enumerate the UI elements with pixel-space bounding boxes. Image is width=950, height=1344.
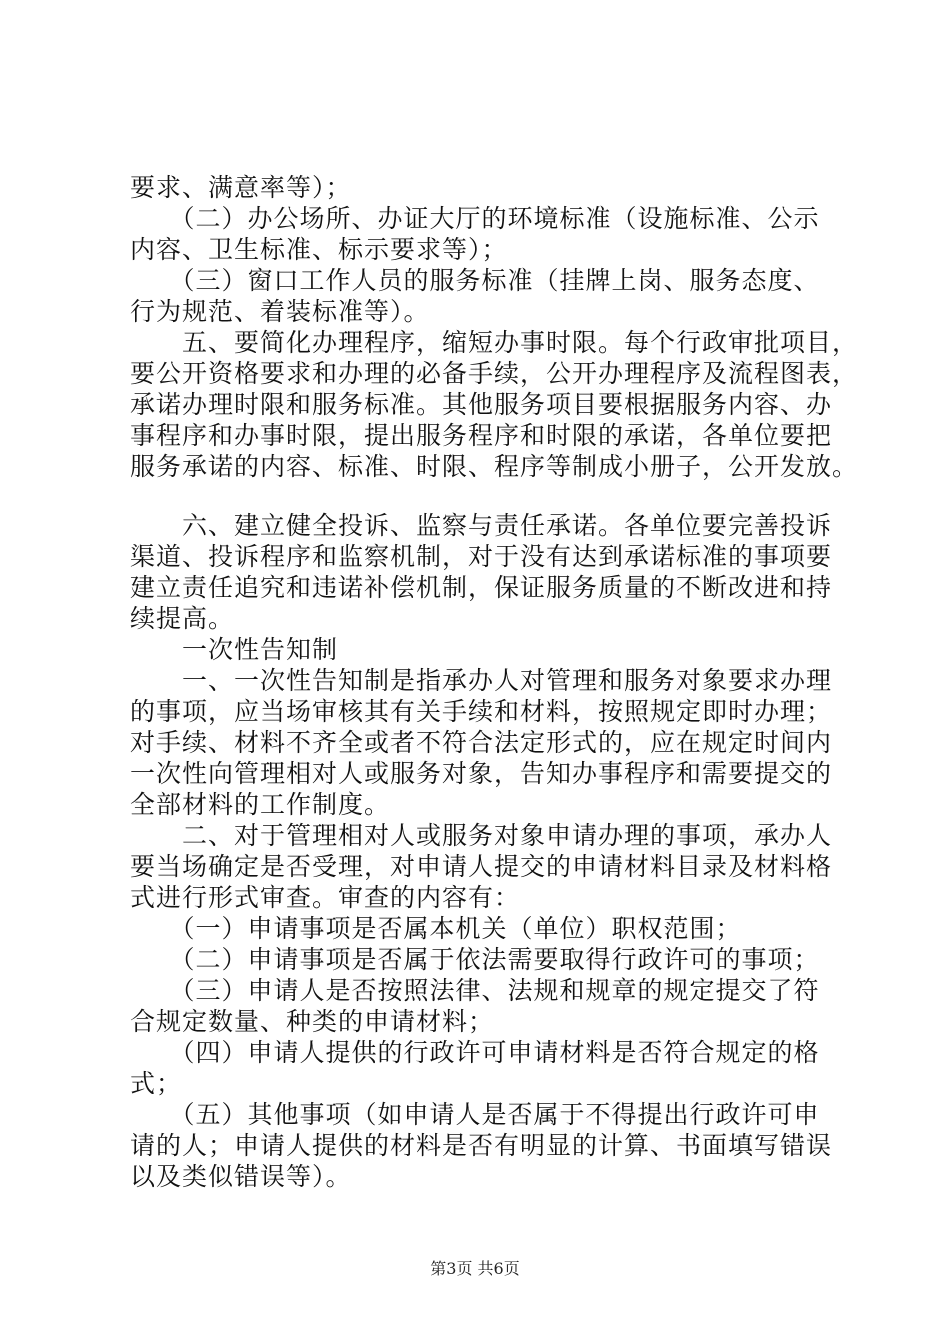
page-number-footer: 第3页 共6页 bbox=[430, 1259, 520, 1278]
text-line: 以及类似错误等）。 bbox=[130, 1162, 352, 1191]
text-line: 二、对于管理相对人或服务对象申请办理的事项，承办人 bbox=[130, 821, 833, 850]
list-item: （二）申请事项是否属于依法需要取得行政许可的事项； bbox=[130, 945, 820, 974]
text-line: 内容、卫生标准、标示要求等）； bbox=[130, 235, 508, 264]
text-line: 式； bbox=[130, 1069, 183, 1098]
text-line: 一、一次性告知制是指承办人对管理和服务对象要求办理 bbox=[130, 666, 833, 695]
text-line: 式进行形式审查。审查的内容有： bbox=[130, 883, 521, 912]
section-heading: 一次性告知制 bbox=[130, 635, 339, 664]
text-line: 续提高。 bbox=[130, 604, 235, 633]
text-line: 对手续、材料不齐全或者不符合法定形式的，应在规定时间内 bbox=[130, 728, 833, 757]
text-line: 请的人；申请人提供的材料是否有明显的计算、书面填写错误 bbox=[130, 1131, 833, 1160]
text-line: 的事项，应当场审核其有关手续和材料，按照规定即时办理； bbox=[130, 697, 833, 726]
text-line: 合规定数量、种类的申请材料； bbox=[130, 1007, 495, 1036]
list-item: （三）申请人是否按照法律、法规和规章的规定提交了符 bbox=[130, 976, 820, 1005]
text-line: 服务承诺的内容、标准、时限、程序等制成小册子，公开发放。 bbox=[130, 452, 859, 481]
text-line: 建立责任追究和违诺补偿机制，保证服务质量的不断改进和持 bbox=[130, 573, 833, 602]
text-line: 六、建立健全投诉、监察与责任承诺。各单位要完善投诉 bbox=[130, 511, 833, 540]
text-line: 承诺办理时限和服务标准。其他服务项目要根据服务内容、办 bbox=[130, 390, 833, 419]
text-line: 五、要简化办理程序，缩短办事时限。每个行政审批项目， bbox=[130, 328, 859, 357]
text-line: 要公开资格要求和办理的必备手续，公开办理程序及流程图表， bbox=[130, 359, 859, 388]
text-line: 渠道、投诉程序和监察机制，对于没有达到承诺标准的事项要 bbox=[130, 542, 833, 571]
text-line: 全部材料的工作制度。 bbox=[130, 790, 391, 819]
text-line: 行为规范、着装标准等）。 bbox=[130, 297, 430, 326]
text-line: 要求、满意率等）； bbox=[130, 173, 352, 202]
paragraph-gap bbox=[130, 482, 830, 510]
text-line: 事程序和办事时限，提出服务程序和时限的承诺，各单位要把 bbox=[130, 421, 833, 450]
text-line: 要当场确定是否受理，对申请人提交的申请材料目录及材料格 bbox=[130, 852, 833, 881]
document-body bbox=[130, 172, 859, 1192]
text-line: （三）窗口工作人员的服务标准（挂牌上岗、服务态度、 bbox=[130, 266, 820, 295]
list-item: （五）其他事项（如申请人是否属于不得提出行政许可申 bbox=[130, 1100, 820, 1129]
list-item: （一）申请事项是否属本机关（单位）职权范围； bbox=[130, 914, 742, 943]
text-line: （二）办公场所、办证大厅的环境标准（设施标准、公示 bbox=[130, 204, 820, 233]
text-line: 一次性向管理相对人或服务对象，告知办事程序和需要提交的 bbox=[130, 759, 833, 788]
list-item: （四）申请人提供的行政许可申请材料是否符合规定的格 bbox=[130, 1038, 820, 1067]
